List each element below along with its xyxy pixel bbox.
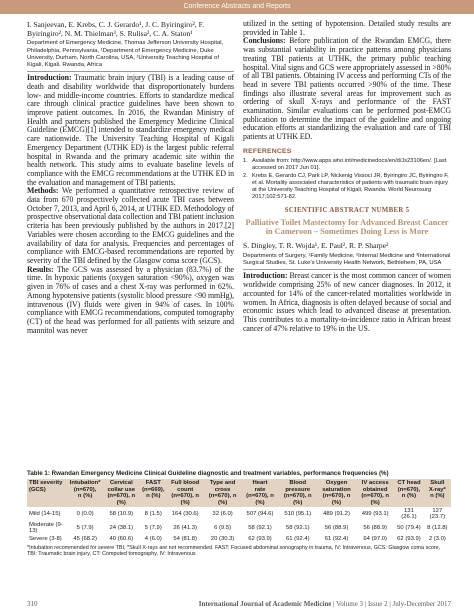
table-cell: 131 (26.1)	[401, 507, 417, 521]
table-cell: 5 (7.9)	[76, 525, 94, 532]
header-line: (n=670), n (%)	[171, 493, 200, 506]
table-header-cell	[167, 479, 204, 507]
header-line: pressure	[285, 486, 311, 493]
table-cell: 20 (30.3)	[210, 535, 235, 542]
header-line: Skull	[430, 480, 445, 486]
table-row	[27, 507, 451, 521]
header-line: n (%)	[146, 493, 161, 500]
table-header-row	[27, 479, 451, 507]
table-cell: 164 (30.6)	[171, 511, 199, 518]
table-cell: 26 (41.3)	[173, 525, 197, 532]
references-heading: REFERENCES	[243, 147, 292, 155]
left-column	[27, 20, 234, 335]
header-line: (n=670),	[73, 486, 97, 493]
table-footnote: *Intubation recommended for severe TBI, *Skull X-rays are not recommended. FAST: Focused abdominal sonography in trauma, IV: Intravenous, GCS: Glasgow coma score, TBI: Traumatic brain injury, CT: Computed tomography, IV: Intravenous	[27, 544, 441, 558]
header-line: saturation	[322, 486, 351, 493]
table-row	[27, 521, 451, 535]
table-cell: 32 (6.0)	[212, 511, 233, 518]
table-cell: 56 (88.9)	[324, 525, 349, 532]
table-cell: 24 (38.1)	[109, 525, 134, 532]
table-cell: 56 (88.9)	[363, 525, 387, 532]
reference-item	[243, 158, 451, 172]
table-cell: Severe (3-8)	[29, 535, 62, 542]
table-cell: 499 (93.1)	[361, 511, 389, 518]
reference-text: Krebs E, Gerardo CJ, Park LP, Nickenig Vissoci JR, Byiringiro JC, Byiringiro F, et al. Mortality associated characteristics of patients with traumatic brain injury at the University Teaching Hospital of Kigali, Rwanda. World Neurosurg 2017;102:571-82.	[252, 172, 449, 200]
table-header-cell	[356, 479, 394, 507]
header-line: FAST	[145, 480, 161, 486]
table-cell: 58 (92.1)	[285, 525, 310, 532]
table-row	[27, 535, 451, 542]
table-header-cell	[204, 479, 241, 507]
table-section	[27, 470, 451, 558]
table-cell: 510 (95.1)	[284, 511, 312, 518]
running-header: Conference Abstracts and Reports	[0, 0, 474, 14]
header-line: Heart	[252, 480, 268, 486]
header-line: (n=670), n (%)	[208, 493, 237, 506]
header-line: count	[177, 486, 194, 493]
table-header-cell	[279, 479, 317, 507]
abstract-introduction	[243, 272, 451, 333]
header-line: cross	[214, 486, 231, 493]
introduction-label: Introduction:	[243, 271, 288, 281]
table-header-cell	[140, 479, 166, 507]
header-line: (n=670), n (%)	[107, 493, 136, 506]
methods-label: Methods:	[27, 186, 59, 196]
table-cell: 8 (12.8)	[427, 525, 448, 532]
table-cell: Mild (14-15)	[29, 511, 61, 518]
header-line: (n=669),	[142, 486, 165, 493]
table-header-cell	[394, 479, 423, 507]
reference-number: 1.	[243, 157, 248, 164]
table-cell: 2 (3.0)	[428, 535, 446, 542]
table-cell: 6 (9.5)	[214, 525, 232, 532]
table-header-cell	[317, 479, 356, 507]
author-list: I. Sanjeevan, E. Krebs, C. J. Gerardo¹, J. C. Byiringiro², F. Byiringiro², N. M. Thielman³, S. Rulisa², C. A. Staton¹	[27, 20, 205, 39]
header-line: (n=670),	[397, 486, 421, 493]
table-cell: Moderate (9-13)	[29, 521, 63, 535]
table-header-cell	[103, 479, 141, 507]
abstract-authors: S. Dingley, T. R. Wojda¹, E. Paul², R. P. Sharpe²	[243, 241, 389, 251]
journal-citation	[197, 600, 451, 608]
header-line: X-ray*	[428, 486, 446, 493]
table-cell: 40 (60.6)	[109, 535, 134, 542]
table-cell: 507 (94.6)	[246, 511, 274, 518]
header-line: (n=670), n (%)	[322, 493, 351, 506]
table-caption: Table 1: Rwandan Emergency Medicine Clinical Guideline diagnostic and treatment variables, performance frequencies (%)	[27, 470, 389, 477]
divider	[243, 269, 451, 270]
results-continued: utilized in the setting of hypotension. Detailed study results are provided in Table 1.	[243, 19, 451, 37]
introduction-text: Breast cancer is the most common cancer of women worldwide comprising 25% of new cancer diagnoses. In 2012, it accounted for 14% of the cancer-related mortalities worldwide in women. In Africa, diagnosis is often delayed because of social and economic issues which lead to advanced disease at presentation. This contributes to a mortality-to-incidence ratio in African breast cancer of 47% relative to 19% in the US.	[243, 271, 451, 333]
reference-item	[243, 173, 451, 201]
page-number: 310	[27, 600, 38, 608]
header-line: Oxygen	[325, 480, 348, 486]
table-cell: 127 (23.7)	[429, 507, 446, 521]
header-line: IV access	[361, 480, 389, 486]
abstract-title: Palliative Toilet Mastectomy for Advanced Breast Cancer in Cameroon – Sometimes Doing Less is More	[245, 217, 449, 237]
results-paragraph	[27, 266, 234, 336]
header-line: (n=670), n (%)	[361, 493, 390, 506]
header-line: Intubation*	[69, 480, 101, 486]
table-cell: 4 (6.0)	[144, 535, 162, 542]
table-header-cell	[68, 479, 103, 507]
results-text: The GCS was assessed by a physician (83.7%) of the time. In hypoxic patients (oxygen saturation <90%), oxygen was given in 76% of cases and a chest X-ray was performed in 62%. Among hypotensive patients (systolic blood pressure <90 mmHg), intravenous (IV) fluids were given in 94% of cases. In 100% compliance with EMCG recommendations, computed tomography (CT) of the head was performed for all patients with seizure and mannitol was never	[27, 264, 234, 335]
page-footer	[27, 600, 451, 608]
table-header-cell	[27, 479, 68, 507]
table-cell: 50 (79.4)	[397, 525, 421, 532]
introduction-label: Introduction:	[27, 73, 72, 83]
table-cell: 0 (0.0)	[76, 511, 94, 518]
journal-issue: | Volume 3 | Issue 2 | July-December 2017	[331, 600, 451, 608]
reference-text: Available from: http://www.apps.who.int/medicinedocs/en/d/Js23106en/. [Last accessed on 2017 Jun 01].	[252, 157, 447, 171]
introduction-paragraph	[27, 74, 234, 187]
abstract-number-heading: SCIENTIFIC ABSTRACT NUMBER 5	[284, 206, 410, 214]
table-cell: 58 (92.1)	[248, 525, 272, 532]
table-cell: 61 (92.4)	[285, 535, 310, 542]
introduction-text: Traumatic brain injury (TBI) is a leading cause of death and disability worldwide that disproportionately burdens low- and middle-income countries. Efforts to standardize medical care through clinical practice guidelines have been shown to improve patient outcomes. In 2016, the Rwandan Ministry of Health and partners published the Emergency Medicine Clinical Guideline (EMCG)[1] intended to standardize emergency medical care nationwide. The University Teaching Hospital of Kigali Emergency Department (UTHK ED) is the largest public referral hospital in Rwanda and the primary academic site within the health network. This study aims to evaluate baseline levels of compliance with the EMCG recommendations at the UTHK ED in the evaluation and management of TBI patients.	[27, 73, 234, 187]
header-line: n (%)	[430, 493, 445, 500]
header-line: (n=670), n (%)	[283, 493, 312, 506]
author-affiliations: Department of Emergency Medicine, Thomas Jefferson University Hospital, Philadelphia, Pennsylvania, ¹Department of Emergency Medicine, Duke University, Durham, North Carolina, USA, ²University Teaching Hospital of Kigali, Kigali, Rwanda, Africa	[27, 40, 224, 69]
table-header-cell	[241, 479, 278, 507]
table-cell: 64 (97.0)	[363, 535, 387, 542]
header-line: Type and	[209, 480, 236, 486]
conclusions-text: Before publication of the Rwandan EMCG, there was substantial variability in practice patterns among physicians treating TBI patients at UTHK, the primary public teaching hospital. Vital signs and GCS were appropriately assessed in >80% of all TBI patients. Obtaining IV access and performing CTs of the head in severe TBI patients occurred >90% of the time. These findings also illustrate several areas for improvement such as ordering of skull X-rays and performance of the FAST examination. Similar evaluations can be performed post-EMCG publication to determine the impact of the guideline and ongoing education efforts at standardizing the evaluation and care of TBI patients at UTHK ED.	[243, 36, 451, 142]
header-line: TBI severity	[29, 480, 63, 486]
header-line: obtained	[362, 486, 388, 493]
table-cell: 54 (81.8)	[173, 535, 197, 542]
reference-number: 2.	[243, 172, 248, 179]
table-cell: 5 (7.9)	[144, 525, 162, 532]
header-line: n (%)	[77, 493, 93, 500]
right-column	[243, 20, 451, 333]
journal-name: International Journal of Academic Medicine	[198, 600, 332, 608]
table-cell: 8 (1.5)	[144, 511, 162, 518]
table-cell: 45 (68.2)	[73, 535, 97, 542]
header-line: Cervical	[109, 480, 133, 486]
conclusions-paragraph	[243, 37, 451, 141]
methods-text: We performed a quantitative retrospective review of data from 670 prospectively collected acute TBI cases between October 7, 2013, and April 6, 2014, at UTHK ED. Methodology of prospective observational data collection and TBI patient inclusion criteria has been previously published by the authors in 2017.[2] Variables were chosen according to the EMCG guidelines and the availability of data for analysis. Frequencies and percentages of compliance with EMCG-based recommendations are reported by severity of the TBI defined by the Glasgow coma score (GCS).	[27, 186, 234, 265]
conclusions-label: Conclusions:	[243, 36, 286, 46]
header-line: Blood	[289, 480, 307, 486]
abstract-affiliations: Departments of Surgery, ¹Family Medicine, ²Internal Medicine and ³International Surgical Studies, St. Luke's University Health Network, Bethlehem, PA, USA	[243, 253, 451, 267]
header-line: collar use	[107, 486, 136, 493]
header-line: CT head	[397, 480, 421, 486]
divider	[27, 71, 234, 72]
table-header-cell	[424, 479, 451, 507]
results-table	[27, 479, 451, 543]
table-cell: 61 (92.4)	[324, 535, 349, 542]
table-cell: 62 (93.9)	[248, 535, 272, 542]
header-line: Full blood	[171, 480, 200, 486]
table-cell: 62 (93.9)	[397, 535, 421, 542]
table-body	[27, 507, 451, 542]
methods-paragraph	[27, 187, 234, 265]
header-line: (n=670), n (%)	[246, 493, 274, 506]
results-label: Results:	[27, 264, 54, 274]
header-line: (GCS)	[29, 486, 46, 493]
table-cell: 58 (10.9)	[109, 511, 134, 518]
table-cell: 489 (91.2)	[323, 511, 350, 518]
header-line: n (%)	[401, 493, 417, 500]
header-line: rate	[254, 486, 266, 493]
